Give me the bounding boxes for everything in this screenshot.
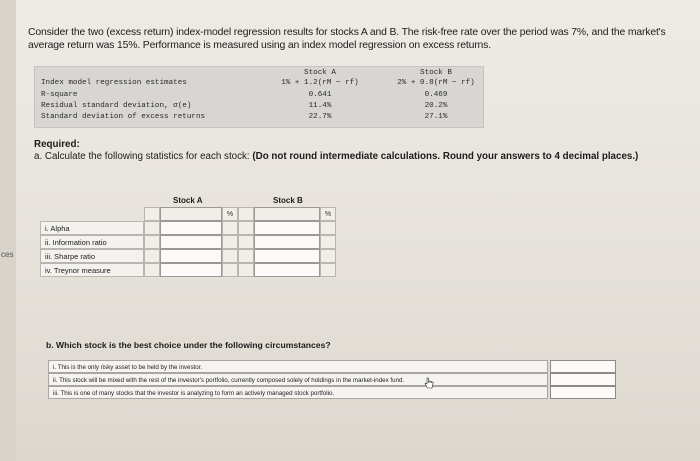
statistics-table [40, 196, 340, 275]
treynor-a-input[interactable] [160, 263, 222, 277]
circumstance-3-select[interactable] [550, 386, 616, 399]
unit-cell [144, 263, 160, 277]
reg-value-a: 22.7% [308, 113, 332, 121]
part-a-instructions: a. Calculate the following statistics for each stock: (Do not round intermediate calculations. Round your answers to 4 decimal places.) [34, 151, 639, 162]
unit-cell [320, 249, 336, 263]
circumstances-table [48, 360, 618, 402]
unit-cell [320, 235, 336, 249]
unit-cell [238, 235, 254, 249]
percent-unit-a: % [222, 207, 238, 221]
circumstance-2-select[interactable] [550, 373, 616, 386]
circumstance-label: ii. This stock will be mixed with the rest of the investor's portfolio, currently composed solely of holdings in the market-index fund. [48, 373, 548, 386]
part-b-question: b. Which stock is the best choice under the following circumstances? [46, 340, 331, 350]
unit-cell [144, 249, 160, 263]
unit-cell [222, 249, 238, 263]
unit-cell [238, 249, 254, 263]
reg-value-a: 11.4% [308, 102, 332, 110]
stat-label-information-ratio: ii. Information ratio [40, 235, 144, 249]
information-ratio-a-input[interactable] [160, 235, 222, 249]
reg-value-b: 0.469 [424, 91, 448, 99]
stat-label-treynor-measure: iv. Treynor measure [40, 263, 144, 277]
left-nav-strip [0, 0, 16, 461]
reg-row-label: Standard deviation of excess returns [41, 113, 206, 121]
treynor-b-input[interactable] [254, 263, 320, 277]
unit-cell [238, 221, 254, 235]
circumstance-label: i. This is the only risky asset to be held by the investor. [48, 360, 548, 373]
stock-b-column-header: Stock B [273, 196, 303, 205]
unit-cell [222, 263, 238, 277]
stat-label-alpha: i. Alpha [40, 221, 144, 235]
alpha-a-input[interactable] [160, 221, 222, 235]
stock-a-column-header: Stock A [173, 196, 203, 205]
unit-cell [144, 235, 160, 249]
header-cell [144, 207, 160, 221]
stock-b-header: Stock B [420, 69, 452, 77]
header-cell [254, 207, 320, 221]
problem-statement: Consider the two (excess return) index-model regression results for stocks A and B. The risk-free rate over the period was 7%, and the market's average return was 15%. Performance is measured using an index model regression on excess returns. [28, 27, 666, 51]
unit-cell [320, 263, 336, 277]
reg-row-label: Index model regression estimates [41, 79, 187, 87]
unit-cell [238, 263, 254, 277]
unit-cell [144, 221, 160, 235]
sidebar-fragment-text: ces [1, 250, 14, 259]
reg-value-b: 2% + 0.8(rM − rf) [397, 79, 475, 87]
information-ratio-b-input[interactable] [254, 235, 320, 249]
hand-cursor-icon [424, 377, 434, 389]
reg-value-a: 0.641 [308, 91, 332, 99]
required-heading: Required: [34, 139, 80, 150]
stat-label-sharpe-ratio: iii. Sharpe ratio [40, 249, 144, 263]
header-cell [160, 207, 222, 221]
unit-cell [320, 221, 336, 235]
sharpe-ratio-b-input[interactable] [254, 249, 320, 263]
reg-row-label: R-square [41, 91, 78, 99]
percent-unit-b: % [320, 207, 336, 221]
alpha-b-input[interactable] [254, 221, 320, 235]
regression-table [34, 66, 484, 128]
header-cell [238, 207, 254, 221]
reg-value-b: 20.2% [424, 102, 448, 110]
reg-value-a: 1% + 1.2(rM − rf) [281, 79, 359, 87]
reg-row-label: Residual standard deviation, σ(e) [41, 102, 192, 110]
sharpe-ratio-a-input[interactable] [160, 249, 222, 263]
circumstance-label: iii. This is one of many stocks that the investor is analyzing to form an actively managed stock portfolio. [48, 386, 548, 399]
stock-a-header: Stock A [304, 69, 336, 77]
unit-cell [222, 235, 238, 249]
unit-cell [222, 221, 238, 235]
circumstance-1-select[interactable] [550, 360, 616, 373]
reg-value-b: 27.1% [424, 113, 448, 121]
required-section [34, 139, 674, 163]
